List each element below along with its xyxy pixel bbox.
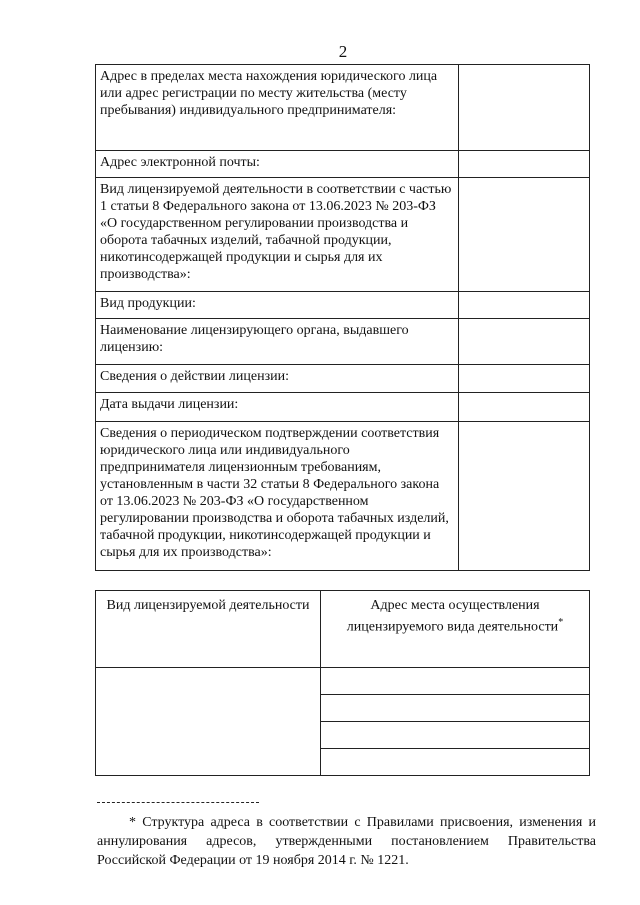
address-cell (321, 722, 590, 749)
table-row (96, 319, 590, 365)
activity-address-table (95, 590, 590, 776)
license-status-value (459, 365, 590, 393)
email-value (459, 151, 590, 178)
address-value (459, 65, 590, 151)
compliance-confirmation-label: Сведения о периодическом подтверждении соответствия юридического лица или индивидуального предпринимателя лицензионным требованиям, установленным в части 32 статьи 8 Федерального закона от 13.06.2023 № 203-ФЗ «О государственном регулировании производства и оборота табачных изделий, табачной продукции, никотинсодержащей продукции и сырья для их производства»: (96, 422, 459, 571)
email-label: Адрес электронной почты: (96, 151, 459, 178)
table-row (96, 422, 590, 571)
table-row (96, 393, 590, 422)
address-label: Адрес в пределах места нахождения юридического лица или адрес регистрации по месту жительства (месту пребывания) индивидуального предпринимателя: (96, 65, 459, 151)
table-row (96, 365, 590, 393)
footnote-text: * Структура адреса в соответствии с Правилами присвоения, изменения и аннулирования адресов, утвержденными постановлением Правительства Российской Федерации от 19 ноября 2014 г. № 1221. (97, 815, 596, 868)
license-info-table (95, 64, 590, 571)
issue-date-value (459, 393, 590, 422)
product-type-label: Вид продукции: (96, 292, 459, 319)
address-cell (321, 749, 590, 776)
license-status-label: Сведения о действии лицензии: (96, 365, 459, 393)
page-number: 2 (338, 42, 348, 61)
compliance-confirmation-value (459, 422, 590, 571)
product-type-value (459, 292, 590, 319)
table-row (96, 151, 590, 178)
address-cell (321, 668, 590, 695)
table-row (96, 65, 590, 151)
issue-date-label: Дата выдачи лицензии: (96, 393, 459, 422)
licensing-authority-value (459, 319, 590, 365)
address-cell (321, 695, 590, 722)
header-row (96, 591, 590, 668)
table-row (96, 668, 590, 695)
activity-cell (96, 668, 321, 776)
table-row (96, 292, 590, 319)
activity-type-label: Вид лицензируемой деятельности в соответствии с частью 1 статьи 8 Федерального закона от 13.06.2023 № 203-ФЗ «О государственном регулировании производства и оборота табачных изделий, табачной продукции, никотинсодержащей продукции и сырья для их производства»: (96, 178, 459, 292)
footnote-marker: * (558, 617, 564, 628)
footnote-divider (97, 802, 259, 803)
activity-column-header: Вид лицензируемой деятельности (96, 591, 321, 668)
address-column-header: Адрес места осуществления лицензируемого вида деятельности* (321, 591, 590, 668)
licensing-authority-label: Наименование лицензирующего органа, выдавшего лицензию: (96, 319, 459, 365)
table-row (96, 178, 590, 292)
activity-type-value (459, 178, 590, 292)
